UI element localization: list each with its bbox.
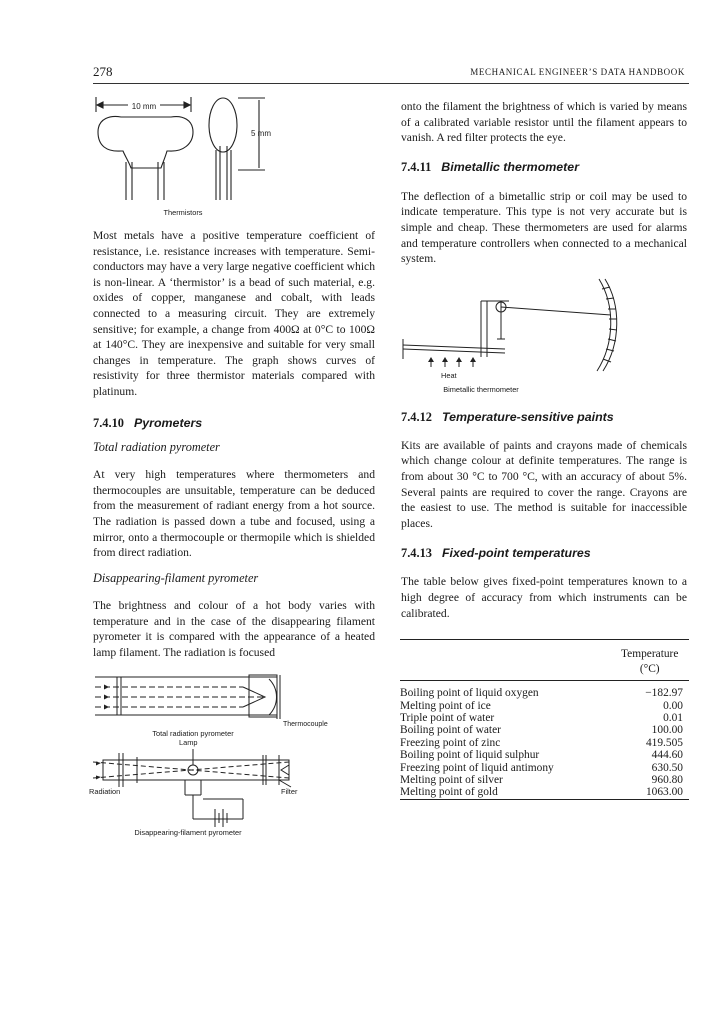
page-number: 278	[93, 64, 113, 79]
table-body	[400, 681, 689, 799]
fixed-point-label: Freezing point of zinc	[400, 736, 501, 749]
subheading-disappearing-filament: Disappearing-filament pyrometer	[93, 570, 259, 585]
bimetallic-figure	[401, 275, 687, 399]
header-rule	[93, 83, 689, 84]
thermocouple-label: Thermocouple	[283, 720, 328, 728]
table-row	[400, 700, 689, 712]
fixed-point-label: Melting point of silver	[400, 773, 503, 786]
fixed-point-value: 630.50	[651, 761, 683, 774]
filter-label: Filter	[281, 786, 298, 796]
fixed-point-label: Boiling point of liquid oxygen	[400, 687, 539, 700]
section-title: Pyrometers	[133, 415, 203, 430]
fixed-point-label: Melting point of ice	[400, 699, 491, 712]
left-column	[89, 90, 375, 839]
section-number: 7.4.12	[401, 409, 432, 424]
table-row	[400, 762, 689, 774]
fixed-point-label: Melting point of gold	[400, 786, 498, 799]
fixed-point-value: 444.60	[651, 749, 683, 762]
total-radiation-paragraph: At very high temperatures where thermometers and thermocouples are unsuitable, temperature can be deduced from the measurement of radiant energy from a hot source. The radiation is passed down a tube and focused, using a mirror, onto a thermocouple or thermopile which is shielded from direct radiation.	[93, 468, 375, 560]
temperature-header: Temperature	[621, 648, 679, 661]
fixed-point-value: 1063.00	[645, 786, 683, 799]
table-row	[400, 737, 689, 749]
section-heading-pyrometers	[93, 415, 375, 431]
section-heading-paints	[401, 409, 687, 425]
right-column	[401, 99, 687, 803]
table-header-row	[400, 640, 689, 677]
running-head: MECHANICAL ENGINEER’S DATA HANDBOOK	[470, 67, 685, 77]
fixed-point-label: Freezing point of liquid antimony	[400, 761, 554, 774]
fixed-point-value: 960.80	[651, 773, 683, 786]
fixed-point-label: Triple point of water	[400, 711, 495, 724]
dim-5mm: 5 mm	[251, 129, 271, 138]
bimetallic-paragraph: The deflection of a bimetallic strip or coil may be used to indicate temperature. This type is not very accurate but is simple and cheap. These thermometers are used for alarms and temperature controllers when connected to a mechanical system.	[401, 189, 687, 266]
thermistor-paragraph: Most metals have a positive temperature coefficient of resistance, i.e. resistance increases with temperature. Semi-conductors may have a very large negative coefficient which is non-linear. A ‘thermistor’ is a bead of such material, e.g. oxides of copper, manganese and cobalt, with leads connected to a measuring circuit. They are extremely sensitive; for example, a change from 400Ω at 0°C to 100Ω at 140°C. They are inexpensive and suitable for very small changes in temperature. The graph shows curves of resistivity for three thermistor materials compared with platinum.	[93, 229, 375, 398]
disappearing-filament-drawing	[93, 747, 375, 831]
total-radiation-drawing	[93, 673, 375, 719]
table-row	[400, 786, 689, 799]
section-title: Temperature-sensitive paints	[441, 409, 614, 424]
temperature-unit: (°C)	[639, 663, 660, 676]
section-heading-fixed-point	[401, 545, 687, 561]
dim-10mm: 10 mm	[131, 102, 157, 111]
thermistors-drawing	[93, 90, 375, 200]
heat-label: Heat	[441, 370, 457, 380]
table-row	[400, 774, 689, 786]
bimetallic-caption: Bimetallic thermometer	[443, 384, 519, 394]
section-number: 7.4.10	[93, 415, 124, 430]
section-number: 7.4.11	[401, 159, 432, 174]
total-radiation-figure	[93, 673, 375, 738]
disappearing-filament-caption: Disappearing-filament pyrometer	[134, 827, 242, 837]
table-row	[400, 724, 689, 736]
disappearing-filament-paragraph: The brightness and colour of a hot body varies with temperature and in the case of the disappearing filament pyrometer it is compared with the appearance of a heated lamp filament. The radiation is focused	[93, 599, 375, 660]
fixed-point-paragraph: The table below gives fixed-point temperatures known to a high degree of accuracy from which instruments can be calibrated.	[401, 575, 687, 620]
subheading-total-radiation: Total radiation pyrometer	[93, 439, 220, 454]
fixed-point-value: 100.00	[651, 724, 683, 737]
section-title: Fixed-point temperatures	[441, 546, 591, 561]
thermistors-figure	[93, 90, 375, 217]
fixed-point-value: 0.01	[663, 711, 683, 724]
fixed-point-label: Boiling point of water	[400, 724, 501, 737]
disappearing-filament-figure	[89, 737, 375, 839]
fixed-point-value: −182.97	[645, 687, 683, 700]
table-row	[400, 681, 689, 699]
thermistors-caption: Thermistors	[163, 208, 203, 217]
fixed-point-label: Boiling point of liquid sulphur	[400, 749, 540, 762]
lamp-label: Lamp	[179, 737, 198, 747]
section-heading-bimetallic	[401, 159, 687, 175]
fixed-point-value: 0.00	[663, 699, 683, 712]
paints-paragraph: Kits are available of paints and crayons made of chemicals which change colour at definite temperatures. The range is from about 30 °C to 700 °C, with an accuracy of about 5%. Several paints are required to cover the range. Crayons are the easiest to use. The method is suitable for inaccessible places.	[401, 438, 687, 530]
section-title: Bimetallic thermometer	[441, 159, 580, 174]
fixed-point-table	[400, 639, 689, 803]
radiation-label: Radiation	[89, 786, 121, 796]
continuation-paragraph: onto the filament the brightness of which is varied by means of a calibrated variable resistor until the filament appears to vanish. A red filter protects the eye.	[401, 100, 687, 145]
fixed-point-value: 419.505	[645, 736, 683, 749]
table-row	[400, 749, 689, 761]
section-number: 7.4.13	[401, 546, 432, 561]
table-bottom-rule	[400, 799, 689, 803]
table-row	[400, 712, 689, 724]
total-radiation-caption: Total radiation pyrometer	[152, 728, 234, 738]
